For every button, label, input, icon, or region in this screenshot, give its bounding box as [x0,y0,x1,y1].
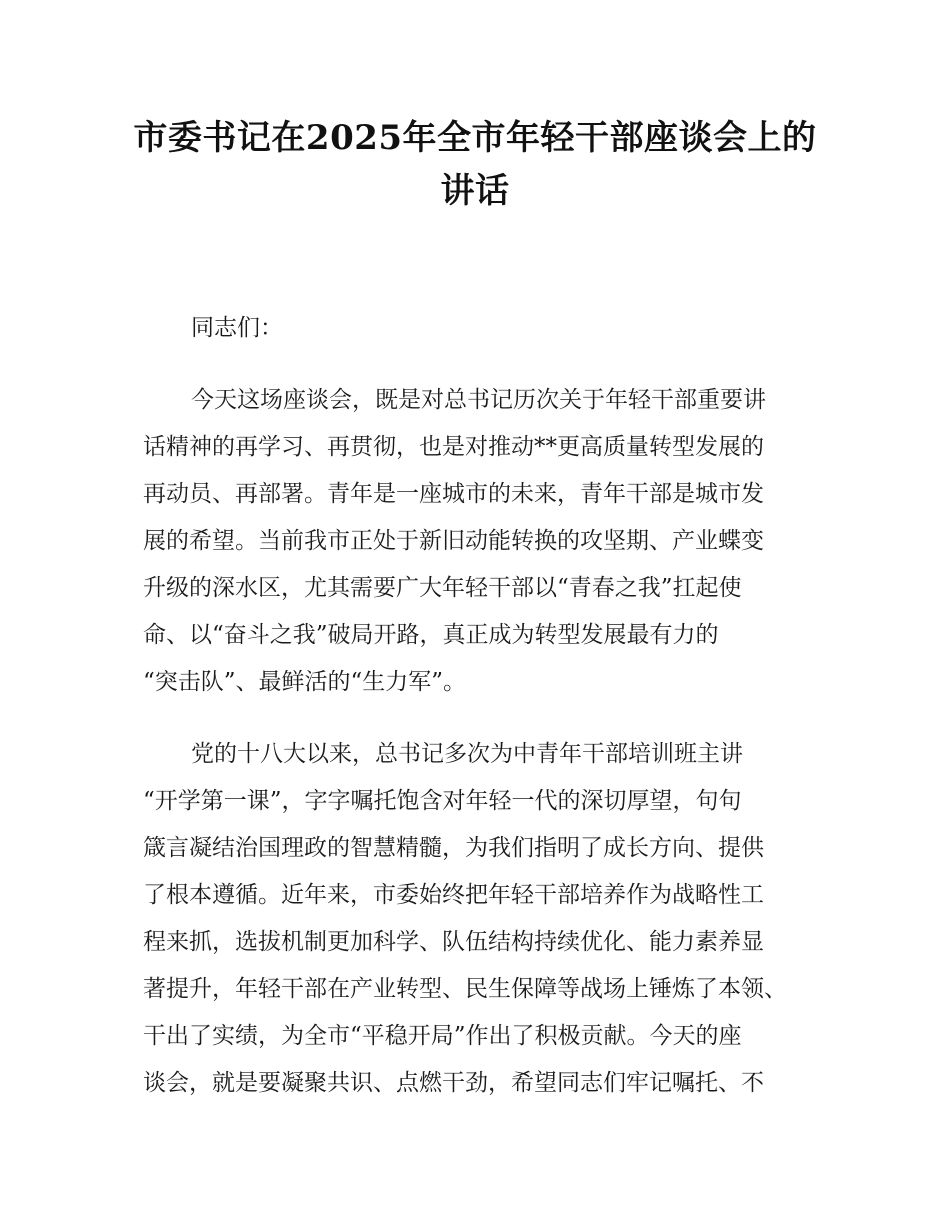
greeting [143,305,808,352]
paragraph-1-line: 展的希望。当前我市正处于新旧动能转换的攻坚期、产业蝶变 [143,528,764,554]
paragraph-2-line: 了根本遵循。近年来，市委始终把年轻干部培养作为战略性工 [143,882,764,908]
paragraph-1-line: 再动员、再部署。青年是一座城市的未来，青年干部是城市发 [143,481,764,507]
paragraph-1-line: 命、以“奋斗之我”破局开路，真正成为转型发展最有力的 [143,622,719,648]
paragraph-1-line: 今天这场座谈会，既是对总书记历次关于年轻干部重要讲 [191,387,766,413]
paragraph-2-line: 干出了实绩，为全市“平稳开局”作出了积极贡献。今天的座 [143,1023,742,1049]
paragraph-1-line: “突击队”、最鲜活的“生力军”。 [143,669,467,695]
paragraph-2-line: “开学第一课”，字字嘱托饱含对年轻一代的深切厚望，句句 [143,788,742,814]
document-body [143,305,808,1107]
greeting-text: 同志们： [191,315,283,341]
paragraph-2-line: 著提升，年轻干部在产业转型、民生保障等战场上锤炼了本领、 [143,976,787,1002]
paragraph-1-line: 话精神的再学习、再贯彻，也是对推动**更高质量转型发展的 [143,434,764,460]
document-title [100,112,850,218]
title-line-2: 讲话 [440,171,510,211]
paragraph-2-line: 党的十八大以来，总书记多次为中青年干部培训班主讲 [191,741,743,767]
paragraph-1 [143,377,808,706]
paragraph-2-line: 谈会，就是要凝聚共识、点燃干劲，希望同志们牢记嘱托、不 [143,1070,764,1096]
paragraph-2-line: 程来抓，选拔机制更加科学、队伍结构持续优化、能力素养显 [143,929,764,955]
paragraph-2 [143,731,808,1107]
paragraph-2-line: 箴言凝结治国理政的智慧精髓，为我们指明了成长方向、提供 [143,835,764,861]
paragraph-1-line: 升级的深水区，尤其需要广大年轻干部以“青春之我”扛起使 [143,575,742,601]
title-line-1: 市委书记在2025年全市年轻干部座谈会上的 [133,118,817,158]
